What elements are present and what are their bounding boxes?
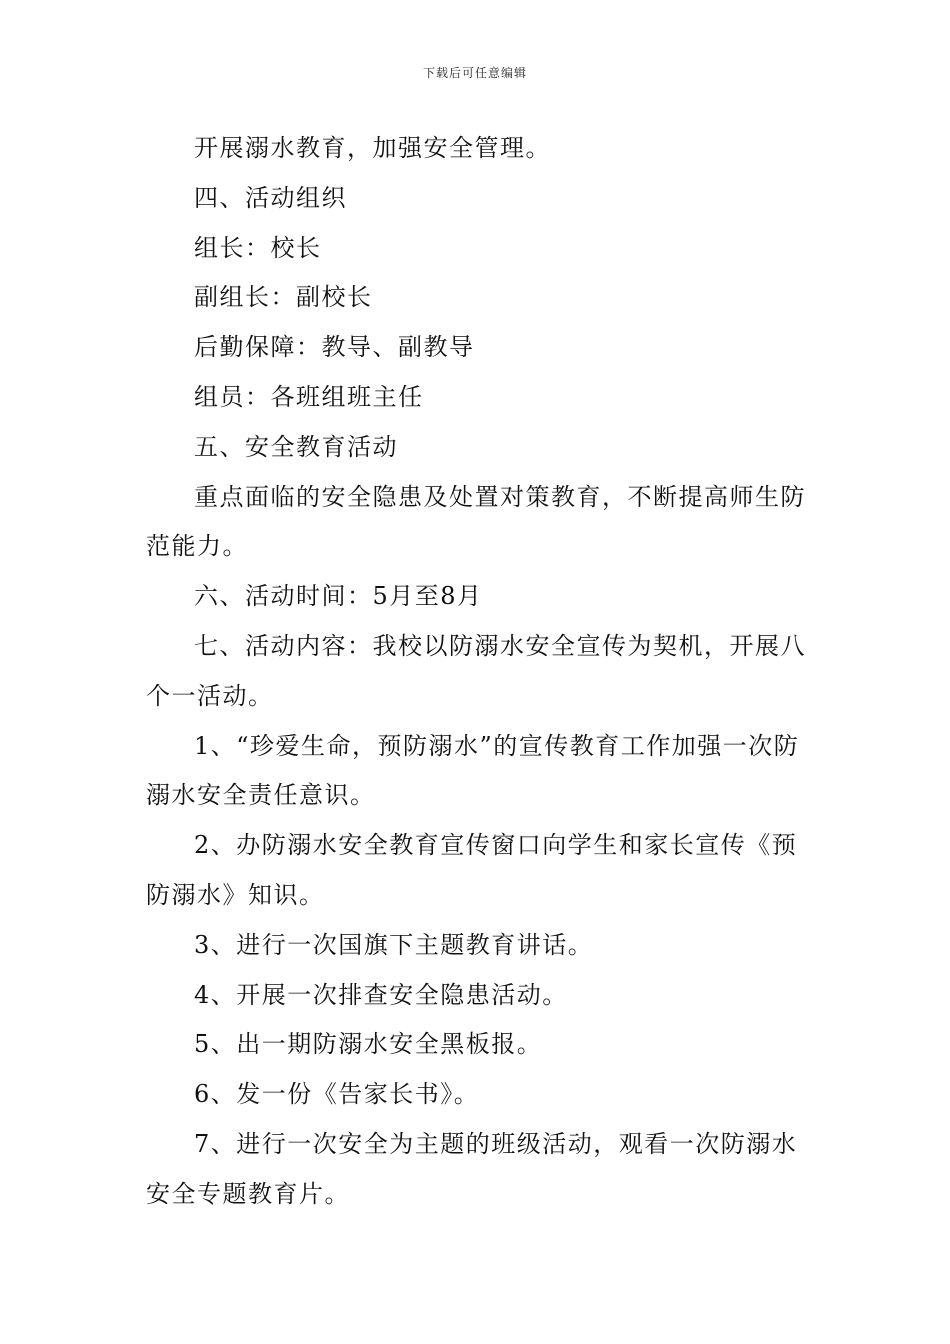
paragraph-intro: 开展溺水教育，加强安全管理。 bbox=[194, 134, 551, 162]
section-heading-time: 六、活动时间：5月至8月 bbox=[194, 582, 483, 611]
paragraph-deputy-leader: 副组长：副校长 bbox=[194, 283, 373, 312]
list-item-5: 5、出一期防溺水安全黑板报。 bbox=[194, 1030, 543, 1059]
document-body bbox=[146, 124, 808, 1220]
section-heading-safety-activities: 五、安全教育活动 bbox=[194, 432, 398, 461]
list-item-4: 4、开展一次排查安全隐患活动。 bbox=[194, 980, 568, 1009]
paragraph-logistics: 后勤保障：教导、副教导 bbox=[194, 333, 475, 362]
list-item-3: 3、进行一次国旗下主题教育讲话。 bbox=[194, 930, 594, 959]
paragraph-leader: 组长：校长 bbox=[194, 233, 322, 262]
list-item-7: 7、进行一次安全为主题的班级活动，观看一次防溺水安全专题教育片。 bbox=[146, 1129, 798, 1208]
section-heading-content: 七、活动内容：我校以防溺水安全宣传为契机，开展八个一活动。 bbox=[146, 631, 806, 710]
section-heading-organization: 四、活动组织 bbox=[194, 183, 347, 212]
list-item-1: 1、“珍爱生命，预防溺水”的宣传教育工作加强一次防溺水安全责任意识。 bbox=[146, 731, 800, 810]
paragraph-members: 组员：各班组班主任 bbox=[194, 382, 424, 411]
list-item-2: 2、办防溺水安全教育宣传窗口向学生和家长宣传《预防溺水》知识。 bbox=[146, 831, 798, 909]
list-item-6: 6、发一份《告家长书》。 bbox=[194, 1080, 480, 1109]
paragraph-focus: 重点面临的安全隐患及处置对策教育，不断提高师生防范能力。 bbox=[146, 482, 806, 561]
page-header-note: 下载后可任意编辑 bbox=[422, 66, 527, 80]
